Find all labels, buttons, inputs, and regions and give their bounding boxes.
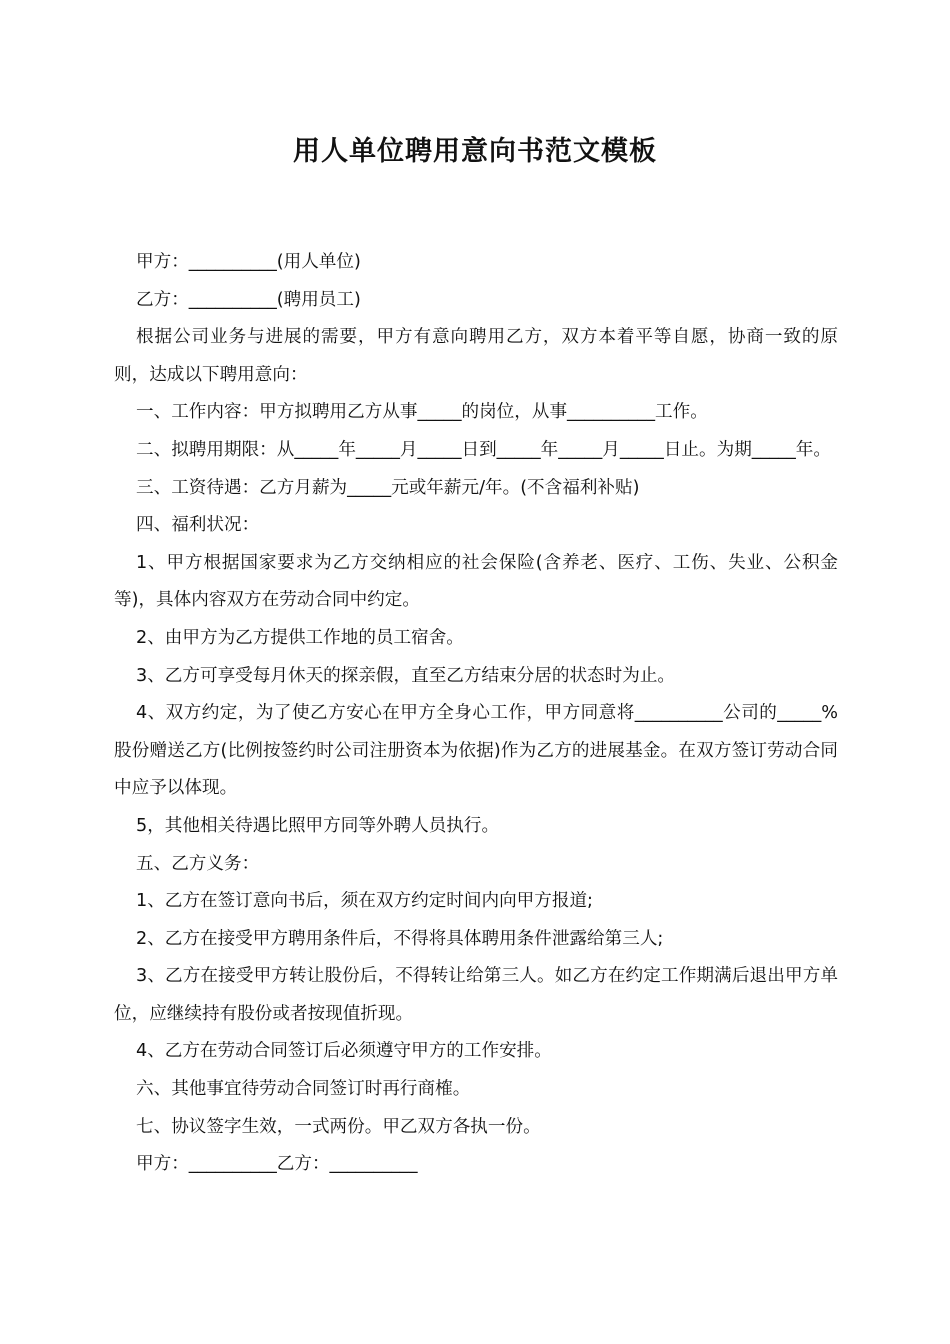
benefit-item-3: 3、乙方可享受每月休天的探亲假，直至乙方结束分居的状态时为止。	[136, 665, 676, 686]
clause-salary: 三、工资待遇：乙方月薪为_____元或年薪元/年。(不含福利补贴)	[136, 477, 640, 498]
clause-job-content: 一、工作内容：甲方拟聘用乙方从事_____的岗位，从事__________工作。	[136, 402, 708, 423]
document-body	[114, 244, 838, 1184]
clause-other-matters: 六、其他事宜待劳动合同签订时再行商榷。	[136, 1079, 471, 1100]
intro-paragraph: 根据公司业务与进展的需要，甲方有意向聘用乙方，双方本着平等自愿，协商一致的原则，达成以下聘用意向：	[114, 327, 838, 385]
obligation-item-3: 3、乙方在接受甲方转让股份后，不得转让给第三人。如乙方在约定工作期满后退出甲方单位，应继续持有股份或者按现值折现。	[114, 966, 838, 1024]
clause-employment-term: 二、拟聘用期限：从_____年_____月_____日到_____年_____月_____日止。为期_____年。	[136, 439, 831, 460]
document-title: 用人单位聘用意向书范文模板	[293, 136, 657, 167]
signature-line: 甲方：__________乙方：__________	[136, 1154, 418, 1175]
benefit-item-1: 1、甲方根据国家要求为乙方交纳相应的社会保险(含养老、医疗、工伤、失业、公积金等)，具体内容双方在劳动合同中约定。	[114, 552, 838, 611]
party-a-line: 甲方：__________(用人单位)	[136, 252, 361, 272]
clause-obligations-heading: 五、乙方义务：	[136, 853, 260, 874]
benefit-item-2: 2、由甲方为乙方提供工作地的员工宿舍。	[136, 627, 464, 648]
obligation-item-4: 4、乙方在劳动合同签订后必须遵守甲方的工作安排。	[136, 1041, 552, 1062]
clause-effectiveness: 七、协议签字生效，一式两份。甲乙双方各执一份。	[136, 1116, 541, 1137]
obligation-item-1: 1、乙方在签订意向书后，须在双方约定时间内向甲方报道;	[136, 891, 593, 912]
obligation-item-2: 2、乙方在接受甲方聘用条件后，不得将具体聘用条件泄露给第三人;	[136, 928, 664, 949]
benefit-item-5: 5，其他相关待遇比照甲方同等外聘人员执行。	[136, 815, 500, 836]
clause-benefits-heading: 四、福利状况：	[136, 515, 260, 536]
party-b-line: 乙方：__________(聘用员工)	[136, 289, 361, 310]
benefit-item-4: 4、双方约定，为了使乙方安心在甲方全身心工作，甲方同意将__________公司的_____%股份赠送乙方(比例按签约时公司注册资本为依据)作为乙方的进展基金。在双方签订劳动合同中应予以体现。	[114, 703, 838, 799]
